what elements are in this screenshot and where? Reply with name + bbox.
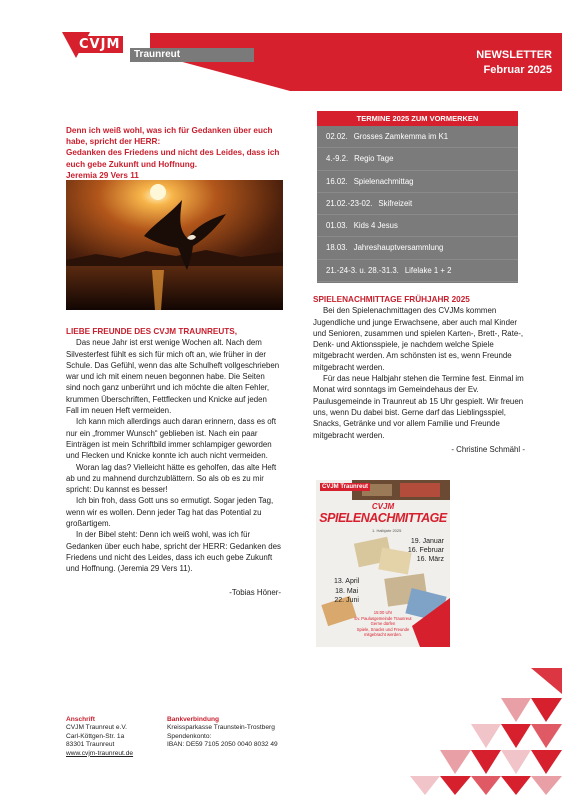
spiele-paragraph: Für das neue Halbjahr stehen die Termine fest. Einmal im Monat wird sonntags im Gemeindehaus der Ev. Paulusgemeinde in Traunreut ab 15 Uhr gespielt. Wir freuen uns, wenn Du dabei bist. Gerne darf das Lieblingsspiel, Snacks, Getränke und vor allem Familie und Freunde mitgebracht werden. [313,374,524,440]
footer-address [66,716,133,758]
flyer-subtitle: 1. Halbjahr 2025 [372,528,402,533]
address-line: CVJM Traunreut e.V. [66,724,127,732]
termine-row [317,171,518,193]
termine-event: Kids 4 Jesus [353,221,398,231]
newsletter-title: NEWSLETTER [476,49,552,61]
spiele-paragraph: Bei den Spielenachmittagen des CVJMs kommen Jugendliche und junge Erwachsene, aber auch mal Kinder und Senioren, zusammen und spielen Karten-, Brett-, Rate-, Denk- und Aktionsspiele, je nachdem welche Spiele mitgebracht werden. Am schönsten ist es, wenn Freunde mitgebracht werden. [313,306,524,372]
bank-title: Bankverbindung [167,716,220,723]
termine-row [317,148,518,170]
website-link[interactable]: www.cvjm-traunreut.de [66,749,134,757]
termine-event: Jahreshauptversammlung [353,243,444,253]
termine-date: 02.02. [326,132,348,141]
flyer-title: SPIELENACHMITTAGE [319,511,447,525]
flyer-date: 22. Juni [334,597,359,604]
flyer-date: 16. März [416,556,444,563]
address-line: Carl-Köttgen-Str. 1a [66,732,125,740]
verse-line: Denn ich weiß wohl, was ich für Gedanken über euch [66,126,273,135]
bible-verse [66,125,298,181]
flyer-date: 18. Mai [335,587,359,595]
letter-section [66,326,281,598]
letter-paragraph: Ich kann mich allerdings auch daran erinnern, dass es oft nur ein „frommer Wunsch“ geblieben ist. Nach ein paar Einträgen ist mein Schriftbild immer schlampiger geworden und Flecken und Knicke konnte ich auch nicht vermeiden. [66,417,277,461]
letter-paragraph: Ich bin froh, dass Gott uns so ermutigt. Sogar jeden Tag, wenn wir es wollen. Denn jeder Tag hat das Potential zu großartigem. [66,496,274,529]
address-line: 83301 Traunreut [66,741,115,749]
termine-row [317,215,518,237]
termine-title: TERMINE 2025 ZUM VORMERKEN [317,111,518,126]
flyer-dates-late [334,577,359,606]
termine-date: 21.02.-23-02. [326,198,373,208]
letter-paragraph: Das neue Jahr ist erst wenige Wochen alt. Nach dem Silvesterfest fühlt es sich für mich oft an, wie früher in der Schule. Das Gefühl, wenn das alte Schulheft vollgeschrieben war und ich mit einem neuen begonnen habe. Die Seiten sind noch ganz unberührt und ich möchte die alten Fehler, krummen Überschriften, Fettflecken und Knicke auf jeden Fall im neuen Heft vermeiden. [66,338,280,416]
verse-line: habe, spricht der HERR: [66,137,161,147]
termine-date: 18.03. [326,243,348,253]
flyer-date: 13. April [334,578,360,585]
address-title: Anschrift [66,716,95,723]
flyer-info-line: Gerne dürfen [370,621,396,627]
termine-date: 01.03. [326,221,348,231]
verse-reference: Jeremia 29 Vers 11 [66,170,139,180]
termine-date: 16.02. [326,176,348,186]
termine-row [317,193,518,215]
termine-date: 4.-9.2. [326,154,349,164]
flyer-date: 16. Februar [407,547,444,554]
verse-line: euch gebe Zukunft und Hoffnung. [66,159,197,169]
termine-event: Skifreizeit [378,198,413,208]
newsletter-heading [476,48,552,78]
bank-line: Kreissparkasse Traunstein-Trostberg [167,724,275,732]
spiele-title: SPIELENACHMITTAGE FRÜHJAHR 2025 [313,295,470,304]
flyer-logo: CVJM Traunreut [322,484,369,490]
flyer-info-line: 15:00 Uhr [373,610,393,615]
flyer-title-small: CVJM [371,502,395,511]
termine-event: Grosses Zamkemma im K1 [353,132,449,141]
flyer-date: 19. Januar [410,538,444,545]
termine-row [317,260,518,282]
bank-line: IBAN: DE59 7105 2050 0040 8032 49 [167,741,278,749]
cvjm-logo [62,32,202,62]
termine-event: Spielenachmittag [353,176,414,186]
bank-line: Spendenkonto: [167,732,212,740]
termine-box [317,111,518,283]
flyer-info [316,610,450,638]
spiele-signature: - Christine Schmähl - [451,444,525,454]
eagle-sunset-photo [66,180,283,310]
newsletter-month: Februar 2025 [483,64,552,76]
logo-word: CVJM [76,36,123,53]
verse-line: Gedanken des Friedens und nicht des Leides, dass ich [66,148,280,158]
footer-bank [167,716,278,750]
flyer-info-line: Spiele, Snacks und Freunde [356,626,410,632]
logo-city: Traunreut [130,48,254,62]
flyer-dates-early [408,537,444,564]
termine-row [317,126,518,148]
letter-signature: -Tobias Höner- [229,587,281,597]
spiele-section [313,294,525,455]
letter-paragraph: In der Bibel steht: Denn ich weiß wohl, was ich für Gedanken über euch habe, spricht der HERR: Gedanken des Friedens und nicht des Leides, dass ich euch gebe Zukunft und Hoffnung. (Jeremia 29 Vers 11). [66,530,281,574]
termine-event: Regio Tage [354,154,394,164]
flyer-info-line: mitgebracht werden. [364,632,402,638]
decorative-triangles [380,668,562,795]
letter-paragraph: Woran lag das? Vielleicht hätte es geholfen, das alte Heft ab und zu mahnend durchzublättern. So als ob es zu mir spricht: Du kannst es besser! [66,462,277,495]
termine-date: 21.-24-3. u. 28.-31.3. [326,265,399,275]
termine-event: Lifelake 1 + 2 [404,265,452,275]
flyer-info-line: Ev. Paulusgemeinde Traunreut [354,615,412,621]
letter-title: LIEBE FREUNDE DES CVJM TRAUNREUTS, [66,327,238,336]
spielenachmittage-flyer [316,480,450,647]
termine-row [317,237,518,259]
